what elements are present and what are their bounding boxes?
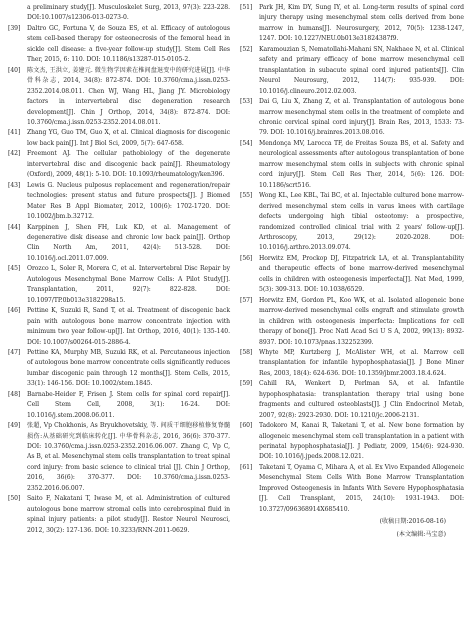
reference-text: 陈文杰, 王洪立, 姜建元. 微生物学因素在椎间盘退变中的研究进展[J]. 中华骨科杂志, 2014, 34(8): 872-874. DOI: 10.3760/cma.j.issn.0253-2352.2014.08.011. Chen WJ, Wang HL, Jiang JY. Microbiology factors in intervertebral disc degeneration research development[J]. Chin J Orthop, 2014, 34(8): 872-874. DOI: 10.3760/cma.j.issn.0253-2352.2014.08.011. [27,66,230,126]
reference-number: [41] [8,129,21,137]
reference-text: Karamouzian S, Nematollahi-Mahani SN, Nakhaee N, et al. Clinical safety and primary efficacy of bone marrow mesenchymal cell transplantation in subacute spinal cord injured patients[J]. Clin Neurol Neurosurg, 2012, 114(7): 935-939. DOI: 10.1016/j.clineuro.2012.02.003. [259,45,464,95]
reference-text: Zhang YG, Guo TM, Guo X, et al. Clinical diagnosis for discogenic low back pain[J]. Int J Biol Sci, 2009, 5(7): 647-658. [27,129,230,147]
reference-entry [8,421,230,494]
reference-entry [240,296,464,348]
reference-number: [55] [240,192,253,200]
reference-text: Wong KL, Lee KBL, Tai BC, et al. Injectable cultured bone marrow-derived mesenchymal stem cells in varus knees with cartilage defects undergoing high tibial osteotomy: a prospective, randomized controlled clinical trial with 2 years' follow-up[J]. Arthroscopy, 2013, 29(12): 2020-2028. DOI: 10.1016/j.arthro.2013.09.074. [259,192,464,252]
reference-text: Freemont AJ. The cellular pathobiology of the degenerate intervertebral disc and discogenic back pain[J]. Rheumatology (Oxford), 2009, 48(1): 5-10. DOI: 10.1093/rheumatology/ken396. [27,150,230,179]
reference-number: [54] [240,139,253,147]
reference-entry [240,191,464,254]
reference-number: [52] [240,45,253,53]
reference-number: [42] [8,150,21,158]
reference-text: Daltro GC, Fortuna V, de Souza ES, et al. Efficacy of autologous stem cell-based therapy for osteonecrosis of the femoral head in sickle cell disease: a five-year follow-up study[J]. Stem Cell Res Ther, 2015, 6: 110. DOI: 10.1186/s13287-015-0105-2. [27,24,230,64]
reference-number: [53] [240,98,253,106]
reference-number: [48] [8,390,21,398]
reference-text: Saito F, Nakatani T, Iwase M, et al. Administration of cultured autologous bone marrow stromal cells into cerebrospinal fluid in spinal injury patients: a pilot study[J]. Restor Neurol Neurosci, 2012, 30(2): 127-136. DOI: 10.3233/RNN-2011-0629. [27,495,230,534]
reference-text: 张超, Vp Chokhonis, As Bryukhovetskiy, 等. 间质干细胞移植修复脊髓损伤:从基础研究到临床转化[J]. 中华骨科杂志, 2016, 36(6): 370-377. DOI: 10.3760/cma.j.issn.0253-2352.2016.06.007. Zhang C, Vp C, As B, et al. Mesenchymal stem cells transplantation to treat spinal cord injury: from basic science to clinical trial [J]. Chin J Orthop, 2016, 36(6): 370-377. DOI: 10.3760/cma.j.issn.0253-2352.2016.06.007. [27,422,230,492]
reference-entry [240,3,464,45]
reference-number: [45] [8,265,21,273]
reference-text: Karppinen J, Shen FH, Luk KD, et al. Management of degenerative disk disease and chronic low back pain[J]. Orthop Clin North Am, 2011, 42(4): 513-528. DOI: 10.1016/j.ocl.2011.07.009. [27,223,230,262]
reference-entry [8,390,230,421]
reference-entry [8,348,230,390]
reference-entry [8,306,230,348]
reference-number: [61] [240,463,253,471]
reference-entry [8,264,230,306]
reference-list-right [240,3,464,515]
reference-number: [46] [8,307,21,315]
reference-number: [50] [8,495,21,503]
reference-number: [51] [240,4,253,11]
reference-number: [49] [8,422,21,430]
received-date: (收稿日期:2016-08-16) [379,518,446,526]
reference-entry [240,254,464,296]
reference-text: Taketani T, Oyama C, Mihara A, et al. Ex Vivo Expanded Allogeneic Mesenchymal Stem Cells With Bone Marrow Transplantation Improved Osteogenesis in Infants With Severe Hypophosphatasia [J]. Cell Transplant, 2015, 24(10): 1931-1943. DOI: 10.3727/096368914X685410. [259,463,464,513]
reference-text: Dai G, Liu X, Zhang Z, et al. Transplantation of autologous bone marrow mesenchymal stem cells in the treatment of complete and chronic cervical spinal cord injury[J]. Brain Res, 2013, 1533: 73-79. DOI: 10.1016/j.brainres.2013.08.016. [259,98,464,137]
reference-text: Horwitz EM, Prockop DJ, Fitzpatrick LA, et al. Transplantability and therapeutic effects of bone marrow-derived mesenchymal cells in children with osteogenesis imperfecta[J]. Nat Med, 1999, 5(3): 309-313. DOI: 10.1038/6529. [259,254,464,294]
reference-entry [240,97,464,139]
reference-number: [44] [8,223,21,231]
reference-column-right [240,3,464,540]
reference-list-left [8,24,230,536]
reference-number: [39] [8,24,21,32]
reference-entry [240,139,464,191]
reference-entry [8,66,230,129]
reference-number: [56] [240,254,253,262]
reference-number: [43] [8,181,21,189]
reference-number: [58] [240,348,253,356]
reference-entry [8,223,230,265]
reference-entry [240,421,464,463]
reference-text: Horwitz EM, Gordon PL, Koo WK, et al. Isolated allogeneic bone marrow-derived mesenchymal cells engraft and stimulate growth in children with osteogenesis imperfecta: Implications for cell therapy of bone[J]. Proc Natl Acad Sci U S A, 2002, 99(13): 8932-8937. DOI: 10.1073/pnas.132252399. [259,296,464,346]
reference-continuation: a preliminary study[J]. Musculoskelet Surg, 2013, 97(3): 223-228. DOI:10.1007/s12306-013-0273-0. [27,4,230,22]
reference-text: Lewis G. Nucleus pulposus replacement and regeneration/repair technologies: present status and future prospects[J]. J Biomed Mater Res B Appl Biomater, 2012, 100(6): 1702-1720. DOI: 10.1002/jbm.b.32712. [27,181,230,221]
reference-entry [8,149,230,180]
reference-number: [60] [240,422,253,430]
reference-entry [240,463,464,515]
reference-entry [8,24,230,66]
reference-entry [240,45,464,97]
reference-column-left [8,3,230,536]
reference-number: [40] [8,66,21,74]
reference-number: [59] [240,380,253,388]
reference-entry [240,348,464,379]
reference-text: Barnabe-Heider F, Frisen J. Stem cells for spinal cord repair[J]. Cell Stem Cell, 2008, 3(1): 16-24. DOI: 10.1016/j.stem.2008.06.011. [27,390,230,419]
reference-entry [8,128,230,149]
reference-text: Mendonça MV, Larocca TF, de Freitas Souza BS, et al. Safety and neurological assessments after autologous transplantation of bone marrow mesenchymal stem cells in subjects with chronic spinal cord injury[J]. Stem Cell Res Ther, 2014, 5(6): 126. DOI: 10.1186/scrt516. [259,139,464,189]
reference-entry [240,379,464,421]
reference-text: Tadokoro M, Kanai R, Taketani T, et al. New bone formation by allogeneic mesenchymal stem cell transplantation in a patient with perinatal hypophosphatasia[J]. J Pediatr, 2009, 154(6): 924-930. DOI: 10.1016/j.jpeds.2008.12.021. [259,422,464,461]
reference-text: Cahill RA, Wenkert D, Perlman SA, et al. Infantile hypophosphatasia: transplantation therapy trial using bone fragments and cultured osteoblasts[J]. J Clin Endocrinol Metab, 2007, 92(8): 2923-2930. DOI: 10.1210/jc.2006-2131. [259,380,464,419]
reference-text: Whyte MP, Kurtzberg J, McAlister WH, et al. Marrow cell transplantation for infantile hypophosphatasia[J]. J Bone Miner Res, 2003, 18(4): 624-636. DOI: 10.1359/jbmr.2003.18.4.624. [259,348,464,377]
reference-text: Pettine KA, Murphy MB, Suzuki RK, et al. Percutaneous injection of autologous bone marrow concentrate cells significantly reduces lumbar discogenic pain through 12 months[J]. Stem Cells, 2015, 33(1): 146-156. DOI: 10.1002/stem.1845. [27,348,230,388]
reference-number: [47] [8,348,21,356]
reference-text: Pettine K, Suzuki R, Sand T, et al. Treatment of discogenic back pain with autologous bone marrow concentrate injection with minimum two year follow-up[J]. Int Orthop, 2016, 40(1): 135-140. DOI: 10.1007/s00264-015-2886-4. [27,307,230,346]
reference-text: Orozco L, Soler R, Morera C, et al. Intervertebral Disc Repair by Autologous Mesenchymal Bone Marrow Cells: A Pilot Study[J]. Transplantation, 2011, 92(7): 822-828. DOI: 10.1097/TP.0b013e3182298a15. [27,265,230,304]
reference-entry [8,494,230,536]
reference-text: Park JH, Kim DY, Sung IY, et al. Long-term results of spinal cord injury therapy using mesenchymal stem cells derived from bone marrow in humans[J]. Neurosurgery, 2012, 70(5): 1238-1247, 1247. DOI: 10.1227/NEU.0b013e31824387f9. [259,4,464,43]
editor-note: (本文编辑:马宝意) [396,530,446,538]
reference-entry [8,181,230,223]
reference-number: [57] [240,296,253,304]
